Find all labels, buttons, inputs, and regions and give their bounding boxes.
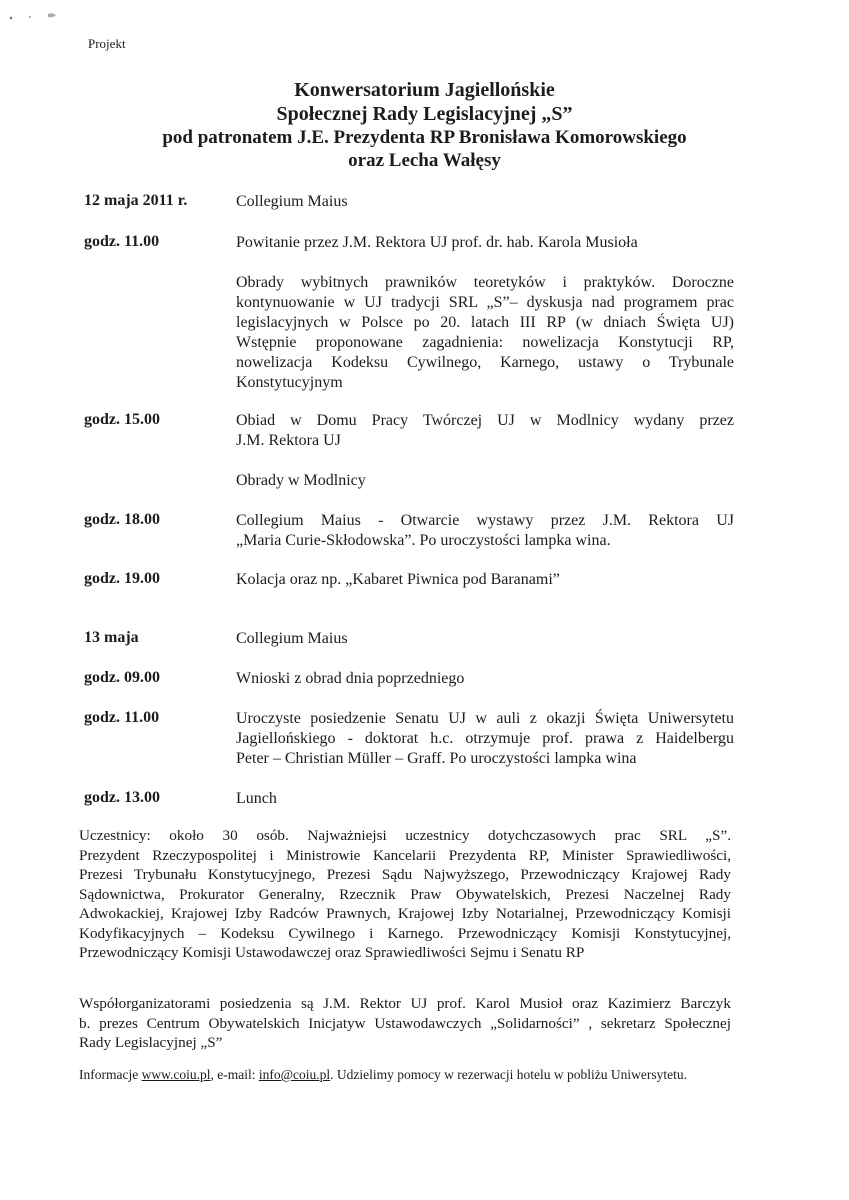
schedule-time: godz. 15.00 <box>84 411 160 428</box>
title-line-3: pod patronatem J.E. Prezydenta RP Bronisława Komorowskiego <box>162 127 687 148</box>
paragraph-line: Kodyfikacyjnych – Kodeksu Cywilnego i Karnego. Przewodniczący Komisji Konstytucyjnej, <box>79 924 731 942</box>
schedule-time: godz. 18.00 <box>84 511 160 528</box>
schedule-text-line: nowelizacja Kodeksu Cywilnego, Karnego, ustawy o Trybunale <box>236 354 734 371</box>
paragraph-line: Współorganizatorami posiedzenia są J.M. Rektor UJ prof. Karol Musioł oraz Kazimierz Barczyk <box>79 995 731 1012</box>
schedule-time: godz. 11.00 <box>84 709 160 726</box>
schedule-text-line: legislacyjnych w Polsce po 20. latach III RP (w dniach Święta UJ) <box>236 314 734 331</box>
website-link[interactable]: www.coiu.pl <box>141 1067 211 1082</box>
paragraph-line: Przewodniczący Komisji Ustawodawczej oraz Sprawiedliwości Sejmu i Senatu RP <box>79 944 585 961</box>
schedule-text-line: Collegium Maius <box>236 193 348 210</box>
schedule-date: 12 maja 2011 r. <box>84 192 188 209</box>
schedule-text-line: Kolacja oraz np. „Kabaret Piwnica pod Baranami” <box>236 571 560 588</box>
title-line-2: Społecznej Rady Legislacyjnej „S” <box>276 103 573 125</box>
title-line-4: oraz Lecha Wałęsy <box>348 150 501 171</box>
schedule-text-line: Collegium Maius - Otwarcie wystawy przez J.M. Rektora UJ <box>236 512 734 529</box>
paragraph-line: Prezesi Trybunału Konstytucyjnego, Prezesi Sądu Najwyższego, Przewodniczący Krajowej Rady <box>79 866 731 883</box>
schedule-text-line: Konstytucyjnym <box>236 374 343 391</box>
paragraph-line: Adwokackiej, Krajowej Izby Radców Prawnych, Krajowej Izby Notarialnej, Przewodniczący Komisji <box>79 905 731 922</box>
scan-marks <box>8 10 68 22</box>
draft-label: Projekt <box>88 36 126 51</box>
schedule-text-line: Jagiellońskiego - doktorat h.c. otrzymuje prof. prawa z Haidelbergu <box>236 730 734 747</box>
schedule-time: godz. 09.00 <box>84 669 160 686</box>
schedule-text-line: Wstępnie proponowane zagadnienia: nowelizacja Konstytucji RP, <box>236 334 734 351</box>
schedule-time: godz. 11.00 <box>84 233 160 250</box>
schedule-text-line: Obiad w Domu Pracy Twórczej UJ w Modlnicy wydany przez <box>236 412 734 429</box>
email-label: , e-mail: <box>210 1067 259 1082</box>
paragraph-line: Sądownictwa, Prokurator Generalny, Rzecznik Praw Obywatelskich, Prezesi Naczelnej Rady <box>79 885 731 903</box>
paragraph-line: Prezydent Rzeczypospolitej i Ministrowie Kancelarii Prezydenta RP, Minister Sprawiedliwości, <box>79 846 731 864</box>
schedule-time: godz. 13.00 <box>84 789 160 806</box>
schedule-text-line: kontynuowanie w UJ tradycji SRL „S”– dyskusja nad programem prac <box>236 294 734 311</box>
schedule-date: 13 maja <box>84 629 139 646</box>
document-title <box>0 78 849 172</box>
schedule-text-line: „Maria Curie-Skłodowska”. Po uroczystości lampka wina. <box>236 532 611 549</box>
paragraph-line: b. prezes Centrum Obywatelskich Inicjatyw Ustawodawczych „Solidarności” , sekretarz Społecznej <box>79 1014 731 1032</box>
participants-paragraph <box>79 826 731 963</box>
organizers-paragraph <box>79 994 731 1053</box>
title-line-1: Konwersatorium Jagiellońskie <box>294 79 555 101</box>
contact-info <box>79 1067 739 1083</box>
schedule-text-line: Collegium Maius <box>236 630 348 647</box>
paragraph-line: Uczestnicy: około 30 osób. Najważniejsi uczestnicy dotychczasowych prac SRL „S”. <box>79 827 731 844</box>
schedule-time: godz. 19.00 <box>84 570 160 587</box>
schedule-text-line: Obrady w Modlnicy <box>236 472 366 489</box>
schedule-text-line: J.M. Rektora UJ <box>236 432 341 449</box>
schedule-text-line: Lunch <box>236 790 277 807</box>
schedule-text-line: Uroczyste posiedzenie Senatu UJ w auli z okazji Święta Uniwersytetu <box>236 710 734 727</box>
schedule-text-line: Wnioski z obrad dnia poprzedniego <box>236 670 465 687</box>
paragraph-line: Rady Legislacyjnej „S” <box>79 1034 223 1051</box>
email-link[interactable]: info@coiu.pl <box>258 1067 331 1082</box>
schedule-text-line: Powitanie przez J.M. Rektora UJ prof. dr. hab. Karola Musioła <box>236 234 638 251</box>
schedule-text-line: Obrady wybitnych prawników teoretyków i praktyków. Doroczne <box>236 274 734 291</box>
schedule-text-line: Peter – Christian Müller – Graff. Po uroczystości lampka wina <box>236 750 637 767</box>
info-suffix: . Udzielimy pomocy w rezerwacji hotelu w pobliżu Uniwersytetu. <box>330 1067 688 1082</box>
info-prefix: Informacje <box>79 1067 142 1082</box>
